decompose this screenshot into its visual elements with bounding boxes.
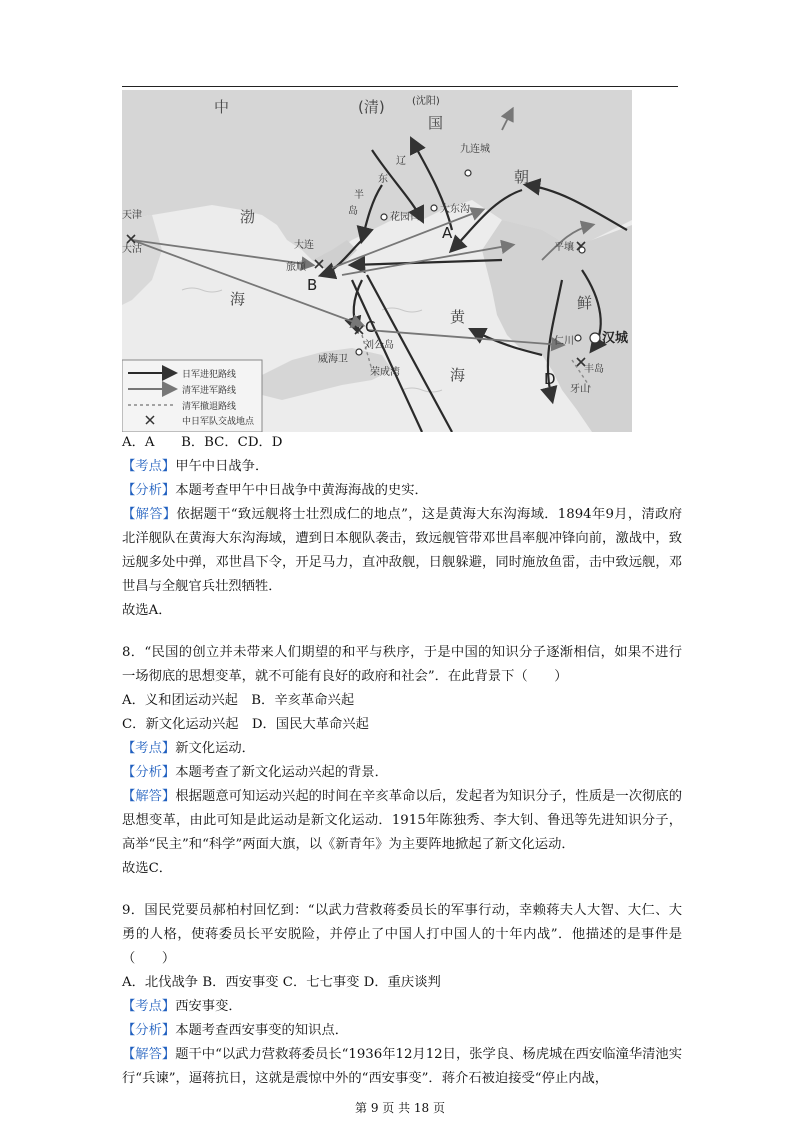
q8-kaodian bbox=[122, 737, 682, 761]
map-label-huayuankou: 花园口 bbox=[390, 212, 420, 223]
q8-options-2: C．新文化运动兴起 D．国民大革命兴起 bbox=[122, 717, 369, 732]
map-marker-d: D bbox=[544, 370, 556, 388]
map-label-liugongdao: 刘公岛 bbox=[364, 340, 394, 351]
kaodian-text: 西安事变． bbox=[175, 999, 242, 1014]
jieda-text: 根据题意可知运动兴起的时间在辛亥革命以后，发起者为知识分子，性质是一次彻底的思想变革，由此可知是此运动是新文化运动．1915年陈独秀、李大钊、鲁迅等先进知识分子，高举“民主”和“科学”两面大旗，以《新青年》为主要阵地掀起了新文化运动． bbox=[122, 789, 683, 852]
map-label-hai2: 海 bbox=[450, 366, 466, 384]
q9-jieda bbox=[122, 1043, 682, 1091]
q8-answer: 故选C． bbox=[122, 861, 173, 876]
page-footer: 第 9 页 共 18 页 bbox=[355, 1101, 445, 1115]
q7-jieda bbox=[122, 503, 682, 599]
map-label-tianjin: 天津 bbox=[122, 210, 142, 221]
map-label-renchuan: 仁川 bbox=[554, 336, 574, 347]
jieda-label: 【解答】 bbox=[122, 507, 177, 522]
q9-kaodian bbox=[122, 995, 682, 1019]
map-label-jiuliancheng: 九连城 bbox=[460, 144, 490, 155]
fenxi-text: 本题考查西安事变的知识点． bbox=[175, 1023, 349, 1038]
map-label-dadonggou: 大东沟 bbox=[440, 204, 470, 215]
kaodian-text: 甲午中日战争． bbox=[175, 459, 269, 474]
map-label-chao: 朝 bbox=[514, 168, 530, 186]
map-label-yashan: 牙山 bbox=[570, 384, 590, 395]
map-label-dong: 东 bbox=[378, 174, 388, 185]
map-marker-c: C bbox=[365, 318, 376, 336]
q7-answer: 故选A． bbox=[122, 603, 172, 618]
q7-fenxi bbox=[122, 479, 682, 503]
q8-jieda bbox=[122, 785, 682, 857]
q9-fenxi bbox=[122, 1019, 682, 1043]
map-label-dalian: 大连 bbox=[294, 240, 314, 251]
q8-fenxi bbox=[122, 761, 682, 785]
map-label-liao: 辽 bbox=[396, 156, 406, 167]
map-label-guo: 国 bbox=[428, 114, 444, 132]
jieda-text: 依据题干“致远舰将士壮烈成仁的地点”，这是黄海大东沟海域．1894年9月，清政府北洋舰队在黄海大东沟海域，遭到日本舰队袭击，致远舰管带邓世昌率舰冲锋向前，激战中，致远舰多处中弹，邓世昌下令，开足马力，直冲敌舰，日舰躲避，同时施放鱼雷，击中致远舰，邓世昌与全舰官兵壮烈牺牲． bbox=[122, 507, 682, 594]
sino-japanese-war-map bbox=[122, 90, 632, 432]
q7-kaodian bbox=[122, 455, 682, 479]
map-label-dao: 岛 bbox=[348, 206, 358, 217]
kaodian-text: 新文化运动． bbox=[175, 741, 255, 756]
map-legend bbox=[122, 360, 262, 432]
map-label-huang: 黄 bbox=[450, 308, 466, 326]
jieda-label: 【解答】 bbox=[122, 789, 176, 804]
jieda-label: 【解答】 bbox=[122, 1047, 176, 1062]
map-marker-b: B bbox=[307, 276, 318, 294]
fenxi-label: 【分析】 bbox=[122, 765, 176, 780]
map-label-qing: (清) bbox=[358, 98, 385, 116]
legend-japan-route: 日军进犯路线 bbox=[182, 370, 237, 380]
jieda-text: 题干中“以武力营救蒋委员长“1936年12月12日，张学良、杨虎城在西安临潼华清池实行“兵谏”，逼蒋抗日，这就是震惊中外的“西安事变”．蒋介石被迫接受“停止内战， bbox=[122, 1047, 683, 1086]
map-label-fengdao: 丰岛 bbox=[584, 364, 604, 375]
answer-text-block bbox=[122, 431, 682, 1091]
map-label-pingrang: 平壤 bbox=[554, 242, 574, 253]
kaodian-label: 【考点】 bbox=[122, 999, 176, 1014]
q9-options: A．北伐战争 B．西安事变 C．七七事变 D．重庆谈判 bbox=[122, 975, 441, 990]
map-label-dagu: 大沽 bbox=[122, 244, 142, 255]
map-label-ban: 半 bbox=[354, 190, 364, 201]
fenxi-label: 【分析】 bbox=[122, 483, 176, 498]
map-label-zhong: 中 bbox=[214, 98, 230, 116]
fenxi-text: 本题考查了新文化运动兴起的背景． bbox=[175, 765, 388, 780]
map-label-xian: 鲜 bbox=[577, 294, 593, 312]
map-label-shenyang: (沈阳) bbox=[412, 96, 440, 107]
fenxi-label: 【分析】 bbox=[122, 1023, 176, 1038]
header-rule bbox=[122, 86, 678, 87]
fenxi-text: 本题考查甲午中日战争中黄海海战的史实． bbox=[175, 483, 428, 498]
q9-stem: 9．国民党要员郝柏村回忆到：“以武力营救蒋委员长的军事行动，幸赖蒋夫人大智、大仁、大勇的人格，使蒋委员长平安脱险，并停止了中国人打中国人的十年内战”．他描述的是事件是（ ） bbox=[122, 903, 682, 966]
map-label-rongcheng: 荣成湾 bbox=[370, 367, 400, 378]
q8-options-1: A．义和团运动兴起 B．辛亥革命兴起 bbox=[122, 693, 355, 708]
q7-options: A．A B．BC．CD．D bbox=[122, 435, 283, 450]
map-label-hancheng: 汉城 bbox=[602, 331, 629, 346]
kaodian-label: 【考点】 bbox=[122, 741, 176, 756]
legend-qing-route: 清军进军路线 bbox=[182, 386, 237, 396]
kaodian-label: 【考点】 bbox=[122, 459, 176, 474]
legend-qing-retreat: 清军撤退路线 bbox=[182, 402, 237, 412]
map-label-bo: 渤 bbox=[240, 208, 256, 226]
map-label-lushun: 旅顺 bbox=[286, 262, 306, 273]
legend-battle-site: 中日军队交战地点 bbox=[182, 417, 255, 427]
map-marker-a: A bbox=[442, 224, 453, 242]
q8-stem: 8．“民国的创立并未带来人们期望的和平与秩序，于是中国的知识分子逐渐相信，如果不进行一场彻底的思想变革，就不可能有良好的政府和社会”．在此背景下（ ） bbox=[122, 645, 682, 684]
map-label-hai1: 海 bbox=[230, 290, 246, 308]
map-label-weihaiwei: 威海卫 bbox=[318, 354, 348, 365]
